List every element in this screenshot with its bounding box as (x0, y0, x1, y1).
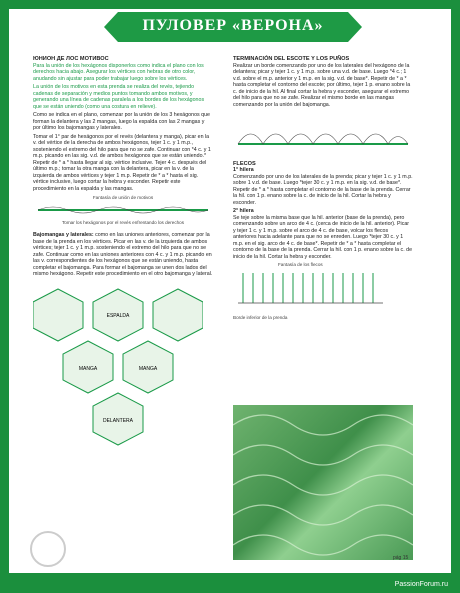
site-watermark: PassionForum.ru (394, 581, 448, 588)
row-1-heading: 1° hilera (233, 167, 254, 173)
right-paragraph-1: Realizar un borde comenzando por uno de los laterales del hexágono de la delantera; picar y tejer 1 c. y 1 m.p. sobre una v.d. de base. Luego *4 c.; 1 v.d. sobre el m.p. anterior y 1 m.p. en la sig. v.d. de base*. Repetir de * a * hasta completar el contorno del escote; por último, tejer 1 p. enano sobre la c. de inicio de la hil. Al final cortar la hebra y esconder, asegurar el extremo del hilo para que no se zafe. Realizar el mismo borde en las mangas comenzando por la unión del bajomanga. (233, 62, 411, 108)
fringe-diagram-caption: Borde inferior de la prenda (233, 315, 288, 320)
left-paragraph-1: Para la unión de los hexágonos disponerlos como indica el plano con los derechos hacia abajo. Asegurar los vértices con hebras de otro color, anudando sin ajustar para poder trabajar luego sobre los vértices. (33, 62, 204, 82)
left-column (33, 56, 213, 451)
fringe-diagram-title: Fantasía de los flecos (278, 262, 323, 267)
lace-texture (233, 405, 413, 560)
fringe-diagram (233, 262, 413, 322)
union-diagram-title: Fantasía de unión de motivos (92, 195, 154, 200)
left-paragraph-5-body: como en las uniones anteriores, comenzar por la base de la prenda en los vértices. Picar en las v. de la izquierda de ambos vértices; tejer 1 c. y 1 m.p. sosteniendo el extremo del hilo para que no se zafe. Continuar como en las uniones anteriores con 4 c. y 1 m.p. picando en las v. correspondientes de los hexágonos que se están uniendo, hasta completar el bajomanga. Para formar el bajomanga se unen dos lados del mismo hexágono. Repetir este procedimiento en el otro bajomanga y lateral. (33, 232, 213, 277)
right-heading-1: TERMINACIÓN DEL ESCOTE Y LOS PUÑOS (233, 56, 350, 62)
left-paragraph-5 (33, 232, 213, 278)
union-diagram (33, 195, 213, 229)
right-heading-2: FLECOS (233, 160, 256, 167)
union-diagram-chain (33, 202, 213, 218)
union-diagram-caption: Tomar los hexágonos por el revés enfrentando los derechos (61, 220, 185, 225)
hex-label-espalda: ESPALDA (106, 312, 130, 319)
hexagon-layout-diagram (33, 284, 203, 449)
page-header (118, 12, 348, 42)
hex-label-manga-left: MANGA (78, 365, 98, 372)
left-paragraph-2: La unión de los motivos en esta prenda se realiza del revés, tejiendo cadenas de separación y medios puntos tomando ambos motivos, y generando una línea de cadenas paralela a los bordes de los hexágonos que se están uniendo (como una costura en relieve). (33, 84, 205, 110)
fringe-diagram-loops (233, 269, 413, 313)
right-paragraph-2: Comenzando por uno de los laterales de la prenda; picar y tejer 1 c. y 1 m.p. sobre 1 v.d. de base. Luego *tejer 30 c. y 1 m.p. en la sig. v.d. de base*. Repetir de * a * hasta completar el contorno de la base de la prenda. Cerrar la hil. con 1 p. enano sobre la c. de inicio de la hil. Cortar la hebra y esconder. (233, 173, 413, 206)
page-number: pág 15 (393, 555, 409, 561)
row-2-heading: 2° hilera (233, 208, 254, 214)
left-heading: ЮНИОН ДЕ ЛОС МОТИВОС (33, 56, 109, 62)
footer (0, 573, 460, 593)
sweater-detail-photo (233, 405, 413, 560)
left-paragraph-3: Como se indica en el plano, comenzar por la unión de los 3 hexágonos que forman la delantera y las 2 mangas, luego la espalda con las 2 mangas y por último los bajomangas y laterales. (33, 112, 210, 131)
right-column (233, 56, 413, 322)
hex-label-delantera: DELANTERA (102, 417, 134, 424)
left-paragraph-4: Tomar el 1° par de hexágonos por el revés (delantera y manga), picar en la v. del vértice de la derecha de ambos hexágonos, tejer 1 c. y 1 m.p., sosteniendo el extremo del hilo para que no se zafe. Continuar con *4 c. y 1 m.p. picando en las sig. v.d. de ambos hexágonos que se están uniendo.* Repetir de * a * hasta llegar al sig. vértice inclusive. Tejer 4 c. después del último m.p.; tomar la otra manga con la delantera, picar en la v. de la izquierda de ambos vértices y tejer 1 m.p. Repetir de * a * hasta el sig. vértice inclusive, luego cortar la hebra y esconder. Repetir este procedimiento en la espalda y las mangas. (33, 133, 211, 192)
page-title: ПУЛОВЕР «ВЕРОНА» (142, 17, 324, 34)
hex-label-manga-right: MANGA (138, 365, 158, 372)
right-paragraph-3: Se teje sobre la misma base que la hil. anterior (base de la prenda), pero comenzando sobre un arco de 4 c. (cerca de inicio de la hil. anterior). Picar y tejer 1 c. y 1 m.p. sobre el arco de 4 c. de base, volcar los flecos anteriores hacia adelante para que no se enreden. Luego *tejer 30 c. y 1 m.p. en el sig. arco de 4 c. de base*. Repetir de * a * hasta completar el contorno de la base de la prenda. Cerrar la hil. con 1 p. enano sobre la c. de inicio de la hil. Cortar la hebra y esconder. (233, 214, 413, 260)
neckline-diagram (233, 114, 413, 154)
publisher-logo (30, 531, 66, 567)
left-paragraph-5-head: Bajomangas y laterales: (33, 232, 94, 238)
